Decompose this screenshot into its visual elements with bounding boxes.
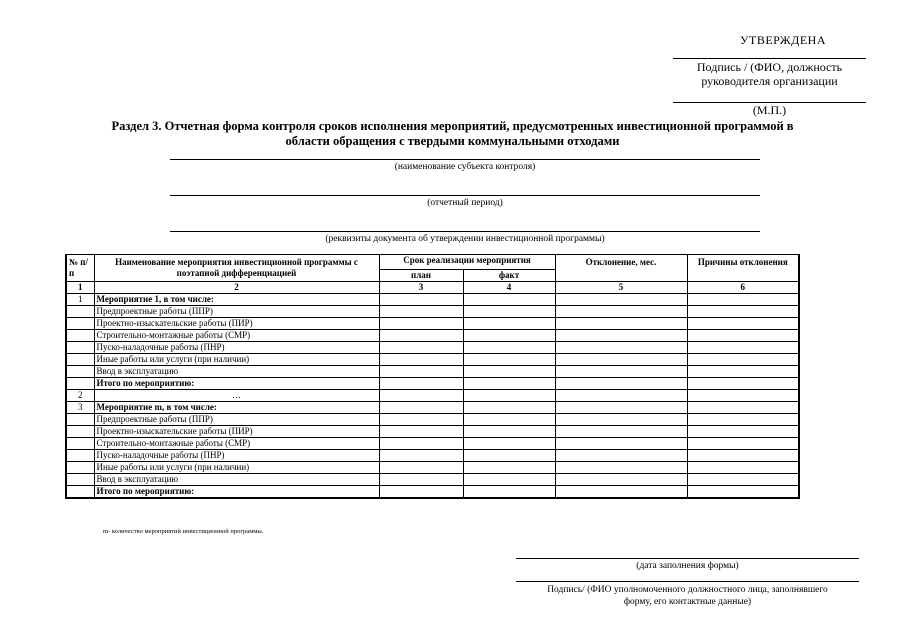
- header-term: Срок реализации мероприятия: [379, 255, 555, 270]
- row-reasons: [687, 318, 799, 330]
- row-reasons: [687, 462, 799, 474]
- header-plan: план: [379, 269, 463, 281]
- header-name: Наименование мероприятия инвестиционной программы с поэтапной дифференциацией: [94, 255, 379, 282]
- subject-caption: (наименование субъекта контроля): [394, 162, 536, 172]
- table-row: [66, 354, 799, 366]
- header-deviation: Отклонение, мес.: [555, 255, 687, 282]
- row-plan: [379, 330, 463, 342]
- signature-caption: [673, 60, 866, 88]
- responsible-line: [516, 581, 859, 582]
- row-deviation: [555, 366, 687, 378]
- row-plan: [379, 390, 463, 402]
- row-number: 3: [66, 402, 94, 414]
- row-plan: [379, 318, 463, 330]
- period-line: [170, 195, 760, 196]
- col-number: 5: [555, 282, 687, 294]
- row-name: Мероприятие m, в том числе:: [94, 402, 379, 414]
- row-reasons: [687, 366, 799, 378]
- header-num: № п/п: [66, 255, 94, 282]
- row-name: Иные работы или услуги (при наличии): [94, 462, 379, 474]
- table-row: [66, 378, 799, 390]
- responsible-caption-line2: форму, его контактные данные): [623, 597, 752, 607]
- row-fact: [463, 306, 555, 318]
- row-fact: [463, 474, 555, 486]
- row-reasons: [687, 438, 799, 450]
- table-row: [66, 330, 799, 342]
- col-number: 3: [379, 282, 463, 294]
- stamp-caption: (М.П.): [752, 103, 787, 117]
- table-row: [66, 366, 799, 378]
- col-number: 6: [687, 282, 799, 294]
- row-number: [66, 414, 94, 426]
- table-row: [66, 294, 799, 306]
- row-reasons: [687, 450, 799, 462]
- row-plan: [379, 402, 463, 414]
- row-reasons: [687, 294, 799, 306]
- table-row: [66, 402, 799, 414]
- row-name: Строительно-монтажные работы (СМР): [94, 330, 379, 342]
- row-number: [66, 426, 94, 438]
- requisites-line: [170, 231, 760, 232]
- row-reasons: [687, 306, 799, 318]
- responsible-caption: [516, 584, 859, 608]
- row-number: [66, 486, 94, 499]
- row-number: [66, 366, 94, 378]
- row-fact: [463, 438, 555, 450]
- table-row: [66, 462, 799, 474]
- responsible-caption-line1: Подпись/ (ФИО уполномоченного должностного лица, заполнявшего: [547, 585, 828, 595]
- table-row: [66, 450, 799, 462]
- row-deviation: [555, 294, 687, 306]
- row-name: Пуско-наладочные работы (ПНР): [94, 450, 379, 462]
- row-deviation: [555, 330, 687, 342]
- table-row: [66, 390, 799, 402]
- row-fact: [463, 462, 555, 474]
- approval-title: УТВЕРЖДЕНА: [740, 33, 827, 47]
- row-fact: [463, 294, 555, 306]
- table-row: [66, 426, 799, 438]
- date-line: [516, 558, 859, 559]
- row-name: Ввод в эксплуатацию: [94, 474, 379, 486]
- col-number: 2: [94, 282, 379, 294]
- signature-line: [673, 58, 866, 59]
- row-reasons: [687, 390, 799, 402]
- row-name: Ввод в эксплуатацию: [94, 366, 379, 378]
- table-row: [66, 414, 799, 426]
- col-number: 4: [463, 282, 555, 294]
- col-number: 1: [66, 282, 94, 294]
- row-name: …: [94, 390, 379, 402]
- row-name: Предпроектные работы (ППР): [94, 414, 379, 426]
- row-fact: [463, 354, 555, 366]
- row-number: [66, 450, 94, 462]
- row-reasons: [687, 414, 799, 426]
- row-fact: [463, 330, 555, 342]
- table-row: [66, 342, 799, 354]
- table-row: [66, 486, 799, 499]
- row-name: Итого по мероприятию:: [94, 378, 379, 390]
- row-deviation: [555, 390, 687, 402]
- row-plan: [379, 474, 463, 486]
- row-plan: [379, 342, 463, 354]
- row-name: Итого по мероприятию:: [94, 486, 379, 499]
- requisites-caption: (реквизиты документа об утверждении инвестиционной программы): [325, 234, 605, 244]
- row-fact: [463, 390, 555, 402]
- row-plan: [379, 366, 463, 378]
- row-plan: [379, 294, 463, 306]
- row-number: [66, 462, 94, 474]
- row-plan: [379, 354, 463, 366]
- row-deviation: [555, 450, 687, 462]
- row-name: Иные работы или услуги (при наличии): [94, 354, 379, 366]
- table-row: [66, 318, 799, 330]
- row-number: [66, 306, 94, 318]
- row-reasons: [687, 342, 799, 354]
- table-row: [66, 306, 799, 318]
- date-caption: (дата заполнения формы): [636, 561, 739, 571]
- row-name: Предпроектные работы (ППР): [94, 306, 379, 318]
- row-fact: [463, 318, 555, 330]
- row-fact: [463, 402, 555, 414]
- row-deviation: [555, 414, 687, 426]
- deadlines-table: [65, 254, 800, 499]
- row-name: Строительно-монтажные работы (СМР): [94, 438, 379, 450]
- row-fact: [463, 450, 555, 462]
- row-plan: [379, 486, 463, 499]
- footnote: m- количество мероприятий инвестиционной программы.: [103, 528, 264, 535]
- row-number: [66, 438, 94, 450]
- row-plan: [379, 438, 463, 450]
- section-title: [60, 119, 845, 149]
- row-reasons: [687, 402, 799, 414]
- row-fact: [463, 414, 555, 426]
- row-deviation: [555, 438, 687, 450]
- row-name: Проектно-изыскательские работы (ПИР): [94, 318, 379, 330]
- row-plan: [379, 462, 463, 474]
- row-deviation: [555, 426, 687, 438]
- header-fact: факт: [463, 269, 555, 281]
- section-title-line1: Раздел 3. Отчетная форма контроля сроков исполнения мероприятий, предусмотренных инвестиционной программой в: [111, 119, 794, 133]
- row-number: [66, 354, 94, 366]
- row-reasons: [687, 330, 799, 342]
- signature-caption-line2: руководителя организации: [701, 74, 838, 88]
- row-name: Проектно-изыскательские работы (ПИР): [94, 426, 379, 438]
- row-reasons: [687, 426, 799, 438]
- row-deviation: [555, 306, 687, 318]
- row-number: 2: [66, 390, 94, 402]
- row-fact: [463, 342, 555, 354]
- row-reasons: [687, 474, 799, 486]
- row-number: 1: [66, 294, 94, 306]
- row-deviation: [555, 378, 687, 390]
- row-number: [66, 330, 94, 342]
- subject-line: [170, 159, 760, 160]
- row-deviation: [555, 486, 687, 499]
- table-row: [66, 438, 799, 450]
- row-number: [66, 474, 94, 486]
- period-caption: (отчетный период): [427, 198, 503, 208]
- row-name: Мероприятие 1, в том числе:: [94, 294, 379, 306]
- row-plan: [379, 378, 463, 390]
- row-fact: [463, 426, 555, 438]
- row-number: [66, 342, 94, 354]
- row-fact: [463, 366, 555, 378]
- row-fact: [463, 486, 555, 499]
- row-deviation: [555, 402, 687, 414]
- header-reasons: Причины отклонения: [687, 255, 799, 282]
- row-deviation: [555, 474, 687, 486]
- row-deviation: [555, 342, 687, 354]
- section-title-line2: области обращения с твердыми коммунальными отходами: [285, 134, 620, 148]
- row-plan: [379, 450, 463, 462]
- row-plan: [379, 414, 463, 426]
- row-number: [66, 378, 94, 390]
- row-fact: [463, 378, 555, 390]
- signature-caption-line1: Подпись / (ФИО, должность: [696, 60, 843, 74]
- row-name: Пуско-наладочные работы (ПНР): [94, 342, 379, 354]
- row-plan: [379, 306, 463, 318]
- row-plan: [379, 426, 463, 438]
- row-reasons: [687, 378, 799, 390]
- row-reasons: [687, 486, 799, 499]
- row-deviation: [555, 462, 687, 474]
- table-row: [66, 474, 799, 486]
- row-reasons: [687, 354, 799, 366]
- row-deviation: [555, 354, 687, 366]
- row-number: [66, 318, 94, 330]
- row-deviation: [555, 318, 687, 330]
